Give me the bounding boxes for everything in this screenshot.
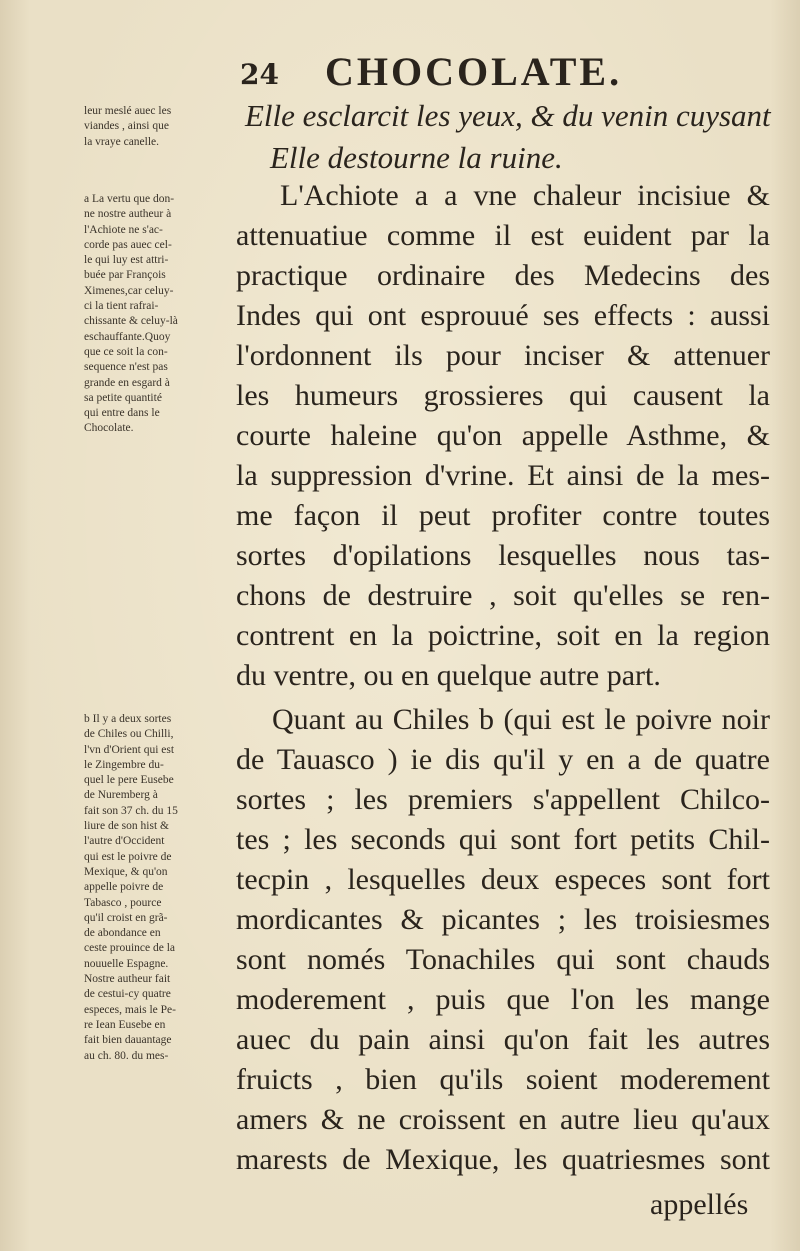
catchword: appellés xyxy=(650,1188,749,1221)
margin-note-line: appelle poivre de xyxy=(84,881,164,894)
margin-note-line: de Nuremberg à xyxy=(84,789,158,802)
margin-note-line: au ch. 80. du mes- xyxy=(84,1049,169,1062)
margin-note-line: l'vn d'Orient qui est xyxy=(84,743,175,756)
margin-note-line: que ce soit la con- xyxy=(84,345,168,358)
margin-note-line: qui entre dans le xyxy=(84,407,160,420)
body-line: Indes qui ont esprouué ses effects : aussi xyxy=(236,299,770,332)
margin-note-line: re Iean Eusebe en xyxy=(84,1018,166,1031)
margin-note-line: la vraye canelle. xyxy=(84,135,160,148)
body-line: contrent en la poictrine, soit en la region xyxy=(236,619,770,652)
margin-note-line: chissante & celuy-là xyxy=(84,315,178,328)
margin-note-line: le qui luy est attri- xyxy=(84,254,169,267)
body-line: l'ordonnent ils pour inciser & attenuer xyxy=(236,339,770,372)
margin-note-line: liure de son hist & xyxy=(84,820,169,833)
margin-note-top xyxy=(84,104,234,150)
margin-note-line: Tabasco , pource xyxy=(84,896,162,909)
body-line: auec du pain ainsi qu'on fait les autres xyxy=(236,1023,770,1056)
margin-note-line: qui est le poivre de xyxy=(84,850,172,863)
margin-note-line: sa petite quantité xyxy=(84,391,162,404)
body-line: de Tauasco ) ie dis qu'il y en a de quatre xyxy=(236,743,770,776)
body-line: fruicts , bien qu'ils soient moderement xyxy=(236,1063,770,1096)
margin-note-line: Nostre autheur fait xyxy=(84,973,171,986)
margin-note-line: ne nostre autheur à xyxy=(84,208,172,221)
margin-note-line: le Zingembre du- xyxy=(84,758,164,771)
margin-note-chiles xyxy=(84,712,234,1064)
margin-note-line: Mexique, & qu'on xyxy=(84,865,168,878)
verse-line: Elle esclarcit les yeux, & du venin cuysant xyxy=(245,98,771,133)
body-line: courte haleine qu'on appelle Asthme, & xyxy=(236,419,770,452)
margin-note-line: de cestui-cy quatre xyxy=(84,988,171,1001)
margin-note-line: fait son 37 ch. du 15 xyxy=(84,804,178,817)
body-line: me façon il peut profiter contre toutes xyxy=(236,499,770,532)
margin-note-line: qu'il croist en grã- xyxy=(84,911,168,924)
body-line: L'Achiote a a vne chaleur incisiue & xyxy=(280,179,770,212)
margin-note-line: l'Achiote ne s'ac- xyxy=(84,223,163,236)
margin-note-line: corde pas auec cel- xyxy=(84,238,172,251)
margin-note-line: de Chiles ou Chilli, xyxy=(84,728,174,741)
margin-note-achiote xyxy=(84,192,234,437)
body-line: tecpin , lesquelles deux especes sont fort xyxy=(236,863,770,896)
body-line: les humeurs grossieres qui causent la xyxy=(236,379,770,412)
running-title: CHOCOLATE. xyxy=(325,49,623,94)
page-header xyxy=(230,44,730,94)
body-line: la suppression d'vrine. Et ainsi de la mes- xyxy=(236,459,770,492)
body-line: moderement , puis que l'on les mange xyxy=(236,983,770,1016)
margin-note-line: fait bien dauantage xyxy=(84,1034,172,1047)
body-line: chons de destruire , soit qu'elles se ren- xyxy=(236,579,770,612)
body-line: tes ; les seconds qui sont fort petits Chil- xyxy=(236,823,770,856)
margin-note-line: quel le pere Eusebe xyxy=(84,774,174,787)
margin-note-line: l'autre d'Occident xyxy=(84,835,165,848)
margin-note-line: nouuelle Espagne. xyxy=(84,957,169,970)
body-line: du ventre, ou en quelque autre part. xyxy=(236,659,661,692)
margin-note-line: grande en esgard à xyxy=(84,376,170,389)
body-line: amers & ne croissent en autre lieu qu'aux xyxy=(236,1103,770,1136)
page-number: 24 xyxy=(240,58,279,91)
margin-note-line: eschauffante.Quoy xyxy=(84,330,171,343)
margin-note-line: especes, mais le Pe- xyxy=(84,1003,176,1016)
margin-note-line: leur meslé auec les xyxy=(84,105,172,117)
margin-note-line: viandes , ainsi que xyxy=(84,120,169,133)
body-line: sortes d'opilations lesquelles nous tas- xyxy=(236,539,770,572)
body-line: marests de Mexique, les quatriesmes sont xyxy=(236,1143,770,1176)
body-line: Quant au Chiles b (qui est le poivre noir xyxy=(272,703,770,736)
margin-note-line: Ximenes,car celuy- xyxy=(84,284,174,297)
body-line: mordicantes & picantes ; les troisiesmes xyxy=(236,903,770,936)
margin-note-line: Chocolate. xyxy=(84,422,134,435)
margin-note-line: buée par François xyxy=(84,269,166,282)
margin-note-line: b Il y a deux sortes xyxy=(84,713,172,725)
margin-note-line: de abondance en xyxy=(84,927,161,940)
body-line: attenuatiue comme il est euident par la xyxy=(236,219,770,252)
margin-note-line: ceste prouince de la xyxy=(84,942,175,955)
body-line: sortes ; les premiers s'appellent Chilco- xyxy=(236,783,770,816)
verse-line: Elle destourne la ruine. xyxy=(270,140,563,175)
body-line: practique ordinaire des Medecins des xyxy=(236,259,770,292)
margin-note-line: ci la tient rafrai- xyxy=(84,300,159,313)
margin-note-line: sequence n'est pas xyxy=(84,361,168,374)
body-line: sont només Tonachiles qui sont chauds xyxy=(236,943,770,976)
margin-note-line: a La vertu que don- xyxy=(84,193,175,205)
